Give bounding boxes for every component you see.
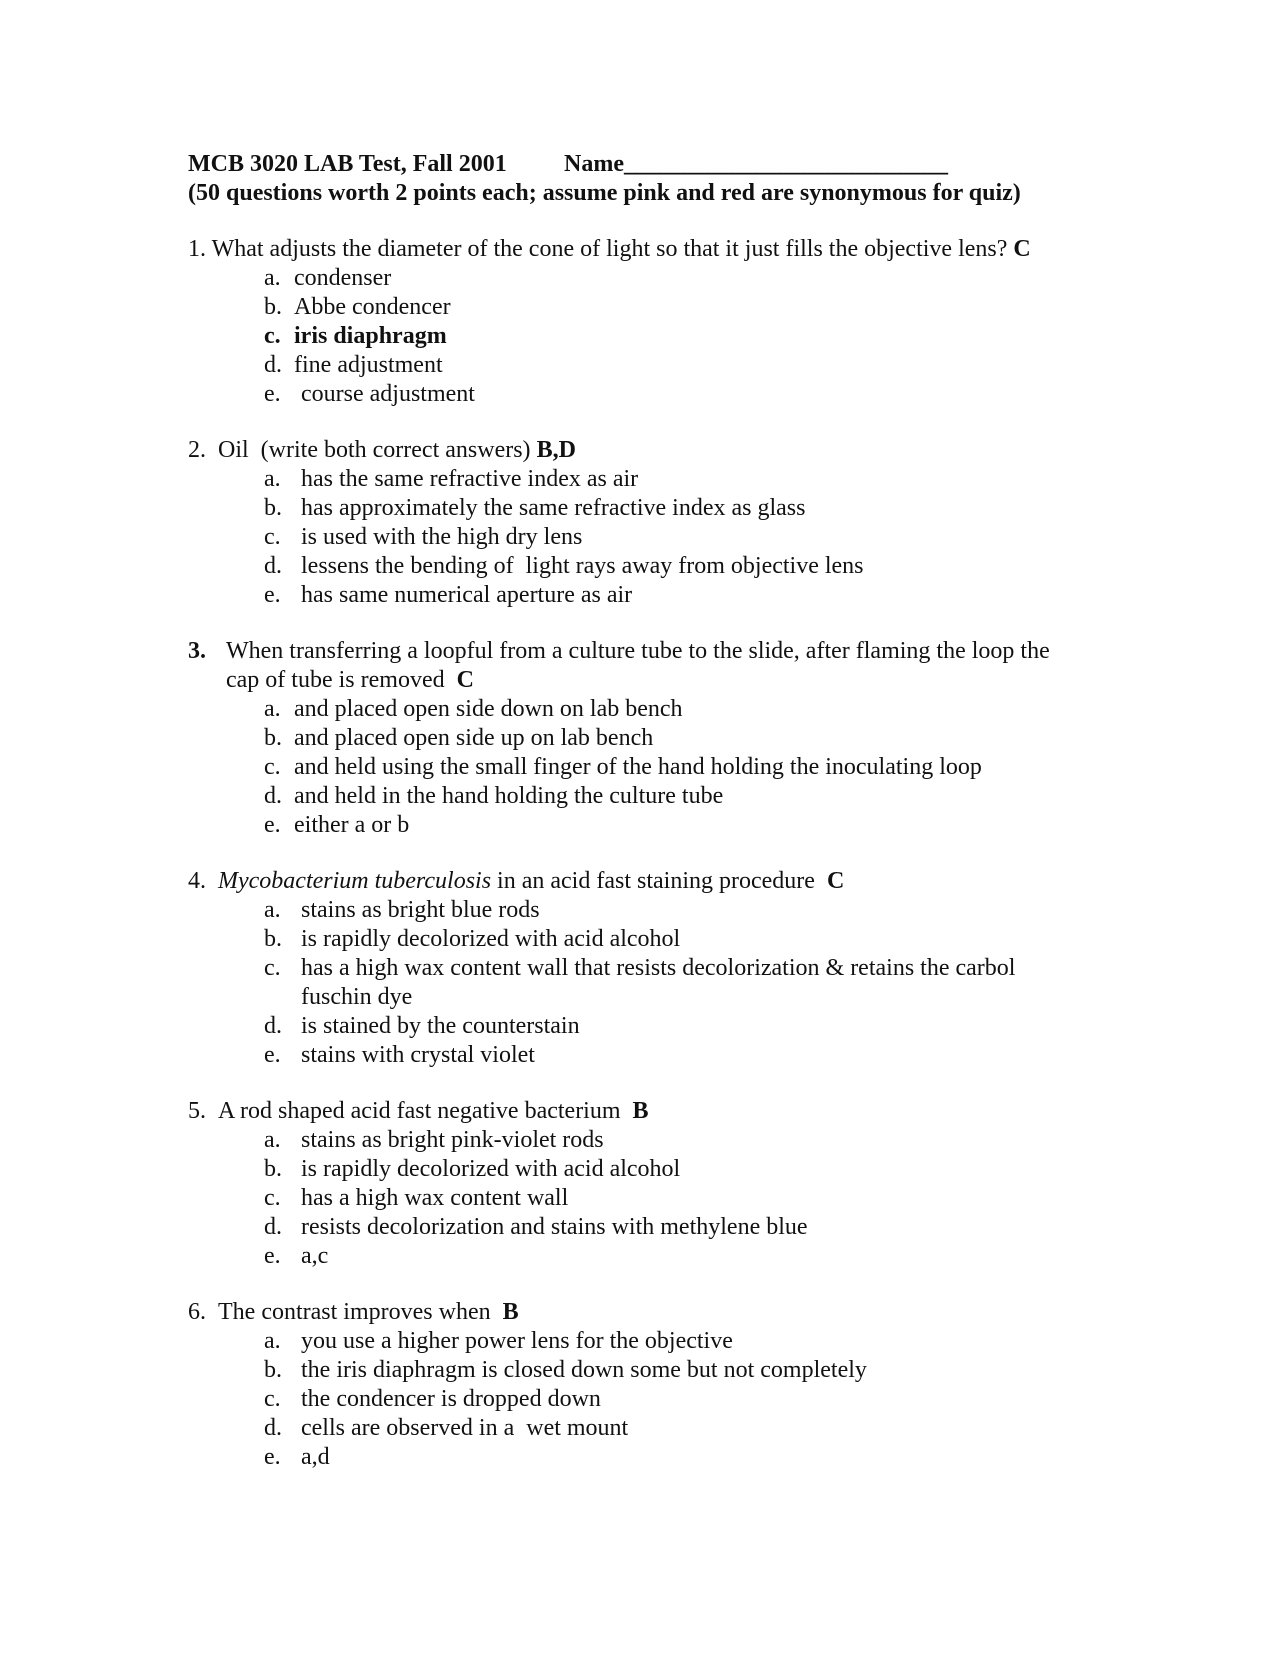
option-b	[188, 293, 1138, 322]
exam-page	[188, 150, 1138, 1472]
option-label: d.	[264, 553, 282, 579]
option-text: a,d	[301, 1444, 330, 1470]
question-stem	[188, 867, 1138, 896]
option-a	[188, 896, 1138, 925]
option-text: the condencer is dropped down	[301, 1386, 601, 1412]
spacer	[188, 840, 1138, 867]
answer-key: C	[1013, 236, 1031, 262]
option-b	[188, 494, 1138, 523]
option-text: lessens the bending of light rays away from objective lens	[301, 553, 864, 579]
question-stem	[188, 637, 1138, 666]
option-text: condenser	[294, 265, 392, 291]
option-text: cells are observed in a wet mount	[301, 1415, 629, 1441]
option-text: stains with crystal violet	[301, 1042, 535, 1068]
option-d	[188, 1012, 1138, 1041]
question-number: 3.	[188, 638, 206, 664]
option-b	[188, 1155, 1138, 1184]
option-d	[188, 351, 1138, 380]
option-e	[188, 380, 1138, 409]
spacer	[188, 1070, 1138, 1097]
question-stem	[188, 436, 1138, 465]
option-a	[188, 1126, 1138, 1155]
name-field-label: Name___________________________	[564, 151, 948, 177]
option-label: a.	[264, 1127, 281, 1153]
answer-key: B,D	[536, 437, 576, 463]
question-stem	[188, 235, 1138, 264]
option-text: and placed open side down on lab bench	[294, 696, 683, 722]
answer-key: C	[826, 868, 845, 894]
option-label: b.	[264, 1357, 282, 1383]
option-text: resists decolorization and stains with methylene blue	[301, 1214, 808, 1240]
option-e	[188, 811, 1138, 840]
question-stem	[188, 1298, 1138, 1327]
option-e	[188, 581, 1138, 610]
option-label: b.	[264, 725, 282, 751]
organism-name: Mycobacterium tuberculosis	[218, 868, 492, 894]
spacer	[188, 1271, 1138, 1298]
option-e	[188, 1443, 1138, 1472]
option-label: a.	[264, 696, 281, 722]
question-2	[188, 436, 1138, 610]
question-text: What adjusts the diameter of the cone of light so that it just fills the objective lens?	[211, 236, 1008, 262]
spacer	[188, 610, 1138, 637]
option-text: is used with the high dry lens	[301, 524, 583, 550]
option-label: c.	[264, 524, 281, 550]
option-text: and held in the hand holding the culture tube	[294, 783, 724, 809]
answer-key: B	[632, 1098, 649, 1124]
option-label: c.	[264, 1185, 281, 1211]
option-label: d.	[264, 352, 282, 378]
option-text: Abbe condencer	[294, 294, 451, 320]
question-number: 4.	[188, 868, 206, 894]
option-label: c.	[264, 323, 281, 349]
option-label: d.	[264, 783, 282, 809]
option-text: iris diaphragm	[294, 323, 447, 349]
option-text: has same numerical aperture as air	[301, 582, 633, 608]
option-c	[188, 954, 1138, 983]
option-a	[188, 695, 1138, 724]
option-label: b.	[264, 926, 282, 952]
option-text: is stained by the counterstain	[301, 1013, 580, 1039]
option-e	[188, 1041, 1138, 1070]
option-a	[188, 465, 1138, 494]
answer-key: B	[502, 1299, 519, 1325]
option-text: either a or b	[294, 812, 410, 838]
option-text: has the same refractive index as air	[301, 466, 639, 492]
question-number: 6.	[188, 1299, 206, 1325]
question-text: When transferring a loopful from a culture tube to the slide, after flaming the loop the	[226, 638, 1050, 664]
option-text: stains as bright blue rods	[301, 897, 540, 923]
option-text: fine adjustment	[294, 352, 443, 378]
option-b	[188, 925, 1138, 954]
question-3	[188, 637, 1138, 840]
option-b	[188, 1356, 1138, 1385]
option-e	[188, 1242, 1138, 1271]
exam-title: MCB 3020 LAB Test, Fall 2001	[188, 151, 507, 177]
question-1	[188, 235, 1138, 409]
answer-key: C	[456, 667, 474, 693]
option-label: b.	[264, 495, 282, 521]
option-label: e.	[264, 381, 281, 407]
option-label: e.	[264, 1444, 281, 1470]
question-4	[188, 867, 1138, 1070]
question-5	[188, 1097, 1138, 1271]
question-number: 2.	[188, 437, 206, 463]
question-6	[188, 1298, 1138, 1472]
option-c	[188, 523, 1138, 552]
option-text: and placed open side up on lab bench	[294, 725, 654, 751]
question-text: A rod shaped acid fast negative bacterium	[218, 1098, 621, 1124]
option-label: a.	[264, 265, 281, 291]
option-c	[188, 1385, 1138, 1414]
question-text: in an acid fast staining procedure	[491, 868, 815, 894]
exam-subtitle: (50 questions worth 2 points each; assume pink and red are synonymous for quiz)	[188, 180, 1021, 206]
spacer	[188, 208, 1138, 235]
option-label: b.	[264, 1156, 282, 1182]
option-text: has approximately the same refractive index as glass	[301, 495, 806, 521]
option-label: c.	[264, 754, 281, 780]
spacer	[188, 409, 1138, 436]
exam-header	[188, 150, 1138, 179]
question-stem	[188, 1097, 1138, 1126]
option-text: and held using the small finger of the hand holding the inoculating loop	[294, 754, 982, 780]
option-a	[188, 1327, 1138, 1356]
option-text: stains as bright pink-violet rods	[301, 1127, 604, 1153]
question-number: 1.	[188, 236, 206, 262]
option-text: is rapidly decolorized with acid alcohol	[301, 1156, 681, 1182]
option-label: c.	[264, 1386, 281, 1412]
option-label: c.	[264, 955, 281, 981]
option-label: d.	[264, 1214, 282, 1240]
option-c	[188, 1184, 1138, 1213]
option-text: has a high wax content wall	[301, 1185, 569, 1211]
option-c-continued: fuschin dye	[301, 984, 413, 1010]
option-label: e.	[264, 812, 281, 838]
option-b	[188, 724, 1138, 753]
option-text: you use a higher power lens for the objective	[301, 1328, 733, 1354]
option-c	[188, 753, 1138, 782]
option-a	[188, 264, 1138, 293]
question-stem-continued	[188, 666, 1138, 695]
question-number: 5.	[188, 1098, 206, 1124]
option-label: b.	[264, 294, 282, 320]
option-label: a.	[264, 897, 281, 923]
option-c-correct	[188, 322, 1138, 351]
option-d	[188, 1414, 1138, 1443]
question-text: Oil (write both correct answers)	[218, 437, 531, 463]
option-text: course adjustment	[301, 381, 475, 407]
option-label: e.	[264, 1243, 281, 1269]
option-d	[188, 1213, 1138, 1242]
option-d	[188, 782, 1138, 811]
question-text: cap of tube is removed	[226, 667, 445, 693]
option-d	[188, 552, 1138, 581]
option-label: d.	[264, 1013, 282, 1039]
option-text: has a high wax content wall that resists decolorization & retains the carbol	[301, 955, 1016, 981]
option-text: the iris diaphragm is closed down some but not completely	[301, 1357, 867, 1383]
option-label: a.	[264, 466, 281, 492]
option-text: a,c	[301, 1243, 329, 1269]
option-text: is rapidly decolorized with acid alcohol	[301, 926, 681, 952]
option-label: e.	[264, 1042, 281, 1068]
option-label: d.	[264, 1415, 282, 1441]
option-label: a.	[264, 1328, 281, 1354]
option-label: e.	[264, 582, 281, 608]
question-text: The contrast improves when	[218, 1299, 491, 1325]
